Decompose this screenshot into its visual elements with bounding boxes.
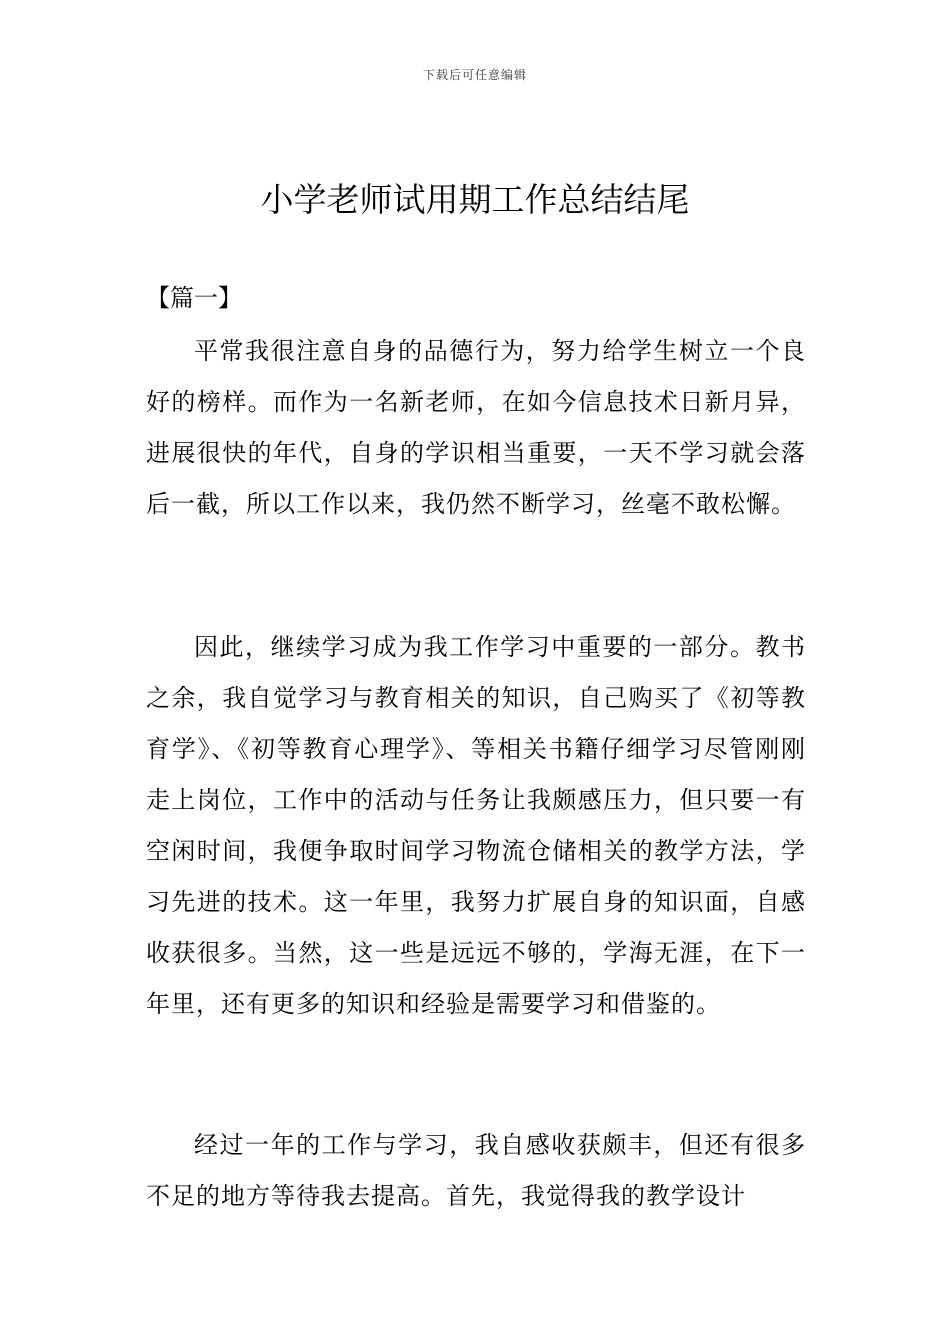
section-label: 【篇一】 [146,284,242,312]
paragraph-1: 平常我很注意自身的品德行为，努力给学生树立一个良好的榜样。而作为一名新老师，在如今信息技术日新月异，进展很快的年代，自身的学识相当重要，一天不学习就会落后一截，所以工作以来，我仍然不断学习，丝毫不敢松懈。 [146,337,806,518]
paragraph-2: 因此，继续学习成为我工作学习中重要的一部分。教书之余，我自觉学习与教育相关的知识，自己购买了《初等教育学》、《初等教育心理学》、等相关书籍仔细学习尽管刚刚走上岗位，工作中的活动与任务让我颇感压力，但只要一有空闲时间，我便争取时间学习物流仓储相关的教学方法，学习先进的技术。这一年里，我努力扩展自身的知识面，自感收获很多。当然，这一些是远远不够的，学海无涯，在下一年里，还有更多的知识和经验是需要学习和借鉴的。 [146,633,806,1018]
header-note: 下载后可任意编辑 [422,68,527,82]
document-title: 小学老师试用期工作总结结尾 [260,180,690,219]
paragraph-3: 经过一年的工作与学习，我自感收获颇丰，但还有很多不足的地方等待我去提高。首先，我觉得我的教学设计 [146,1131,806,1210]
